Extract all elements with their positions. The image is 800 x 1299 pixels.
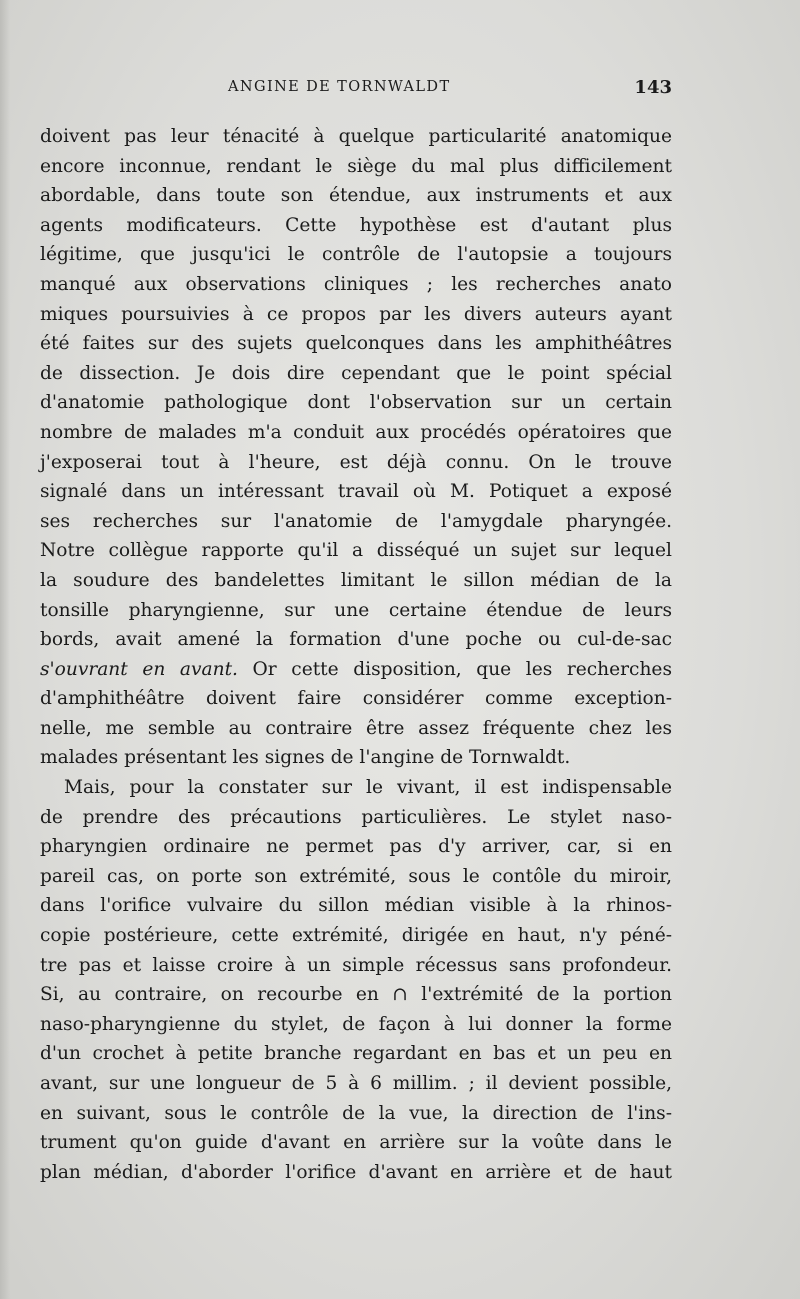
text-line: miques poursuivies à ce propos par les divers auteurs ayant (40, 303, 672, 325)
text-line: avant, sur une longueur de 5 à 6 millim. ; il devient possible, (40, 1073, 672, 1094)
text-line: d'anatomie pathologique dont l'observation sur un certain (40, 392, 672, 414)
text-line: signalé dans un intéressant travail où M. Potiquet a exposé (40, 481, 672, 503)
text-line: naso-pharyngienne du stylet, de façon à lui donner la forme (40, 1013, 672, 1035)
running-head (40, 79, 672, 101)
text-line: encore inconnue, rendant le siège du mal plus difficilement (40, 155, 672, 177)
text-line: tre pas et laisse croire à un simple récessus sans profondeur. (40, 954, 672, 976)
text-line: copie postérieure, cette extrémité, dirigée en haut, n'y péné- (40, 925, 672, 947)
text-line: abordable, dans toute son étendue, aux instruments et aux (40, 185, 672, 207)
text-line: nombre de malades m'a conduit aux procédés opératoires que (40, 421, 672, 443)
text-line: de prendre des précautions particulières. Le stylet naso- (40, 806, 672, 828)
text-line: d'amphithéâtre doivent faire considérer comme exception- (40, 688, 672, 710)
text-line: tonsille pharyngienne, sur une certaine étendue de leurs (40, 599, 672, 621)
text-line-with-italic (40, 655, 672, 685)
text-line: doivent pas leur ténacité à quelque particularité anatomique (40, 126, 672, 147)
text-line: été faites sur des sujets quelconques dans les amphithéâtres (40, 333, 672, 355)
text-line: en suivant, sous le contrôle de la vue, la direction de l'ins- (40, 1102, 672, 1124)
text-line: agents modificateurs. Cette hypothèse est d'autant plus (40, 214, 672, 236)
body-text (40, 122, 672, 1187)
running-title: ANGINE DE TORNWALDT (228, 79, 451, 95)
text-line: d'un crochet à petite branche regardant en bas et un peu en (40, 1043, 672, 1065)
text-span: Or cette disposition, que les recherches (237, 658, 672, 680)
text-line: trument qu'on guide d'avant en arrière sur la voûte dans le (40, 1132, 672, 1154)
text-line: nelle, me semble au contraire être assez fréquente chez les (40, 717, 672, 739)
text-line: pareil cas, on porte son extrémité, sous le contôle du miroir, (40, 865, 672, 887)
text-line: la soudure des bandelettes limitant le sillon médian de la (40, 569, 672, 591)
italic-phrase: s'ouvrant en avant. (40, 658, 238, 680)
text-line: malades présentant les signes de l'angine de Tornwaldt. (40, 747, 571, 769)
text-line: Mais, pour la constater sur le vivant, il est indispensable (64, 777, 672, 799)
text-line: pharyngien ordinaire ne permet pas d'y arriver, car, si en (40, 836, 672, 858)
text-line: de dissection. Je dois dire cependant que le point spécial (40, 362, 672, 384)
text-line: ses recherches sur l'anatomie de l'amygdale pharyngée. (40, 510, 672, 532)
text-line: légitime, que jusqu'ici le contrôle de l'autopsie a toujours (40, 244, 672, 266)
text-line: plan médian, d'aborder l'orifice d'avant en arrière et de haut (40, 1161, 672, 1183)
page-number: 143 (634, 77, 672, 98)
text-line: manqué aux observations cliniques ; les recherches anato (40, 273, 672, 295)
text-line: j'exposerai tout à l'heure, est déjà connu. On le trouve (40, 451, 672, 473)
text-line: Si, au contraire, on recourbe en ∩ l'extrémité de la portion (40, 984, 672, 1006)
text-line: Notre collègue rapporte qu'il a disséqué un sujet sur lequel (40, 540, 672, 562)
text-line: bords, avait amené la formation d'une poche ou cul-de-sac (40, 629, 672, 651)
text-line: dans l'orifice vulvaire du sillon médian visible à la rhinos- (40, 895, 672, 917)
